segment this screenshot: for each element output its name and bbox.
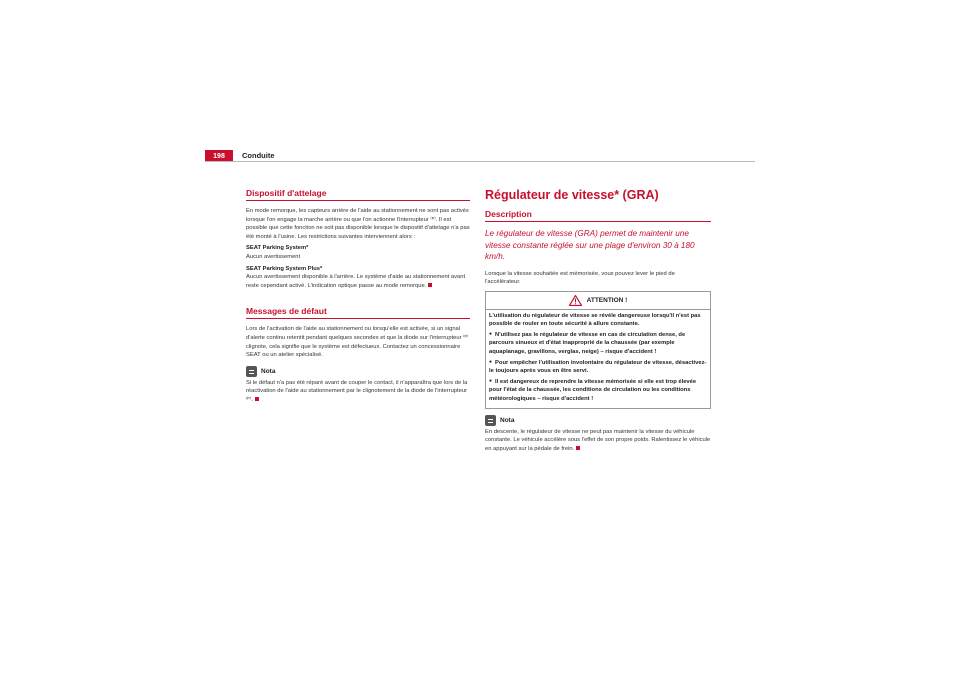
warning-icon [569,295,582,306]
nota-label: Nota [261,367,276,375]
section-title-description: Description [485,209,711,222]
end-marker [576,446,580,450]
nota-header [246,366,470,377]
nota-header [485,415,711,426]
attention-body [486,310,710,408]
note-icon [246,366,257,377]
attention-header [486,292,710,310]
attention-bullet: ● Il est dangereux de reprendre la vitesse mémorisée si elle est trop élevée pour l'état de la chaussée, les conditions de circulation ou les conditions météorologiques – risque d'accident ! [489,377,707,404]
attention-line: L'utilisation du régulateur de vitesse se révèle dangereuse lorsqu'il n'est pas possible de rouler en toute sécurité à allure constante. [489,312,701,328]
parking-system-plus-text: Aucun avertissement disponible à l'arrière. Le système d'aide au stationnement avant reste cependant activé. L'indication optique passe au mode remorque. [246,274,466,289]
right-column [485,188,711,456]
note-icon [485,415,496,426]
parking-system-text: Aucun avertissement [246,253,301,260]
attention-box [485,291,711,409]
attention-label: ATTENTION ! [586,296,628,304]
subheading-parking-system: SEAT Parking System* [246,245,309,252]
end-marker [255,397,259,401]
intro-text: Le régulateur de vitesse (GRA) permet de maintenir une vitesse constante réglée sur une plage d'environ 30 à 180 km/h. [485,229,695,261]
end-marker [428,283,432,287]
section-title-attelage: Dispositif d'attelage [246,188,470,201]
subheading-parking-system-plus: SEAT Parking System Plus* [246,265,323,272]
chapter-title: Conduite [242,151,275,160]
description-body: Lorsque la vitesse souhaitée est mémorisée, vous pouvez lever le pied de l'accélérateur. [485,270,675,286]
nota-text: En descente, le régulateur de vitesse ne peut pas maintenir la vitesse du véhicule constante. Le véhicule accélère sous l'effet de son propre poids. Ralentissez le véhicule en appuyant sur la pédale de frein. [485,428,711,452]
nota-text: Si le défaut n'a pas été réparé avant de couper le contact, il n'apparaîtra que lors de la réactivation de l'aide au stationnement par le clignotement de la diode de l'interrupteur ⁽ᴾ⁾. [246,379,468,403]
attention-bullet: ● N'utilisez pas le régulateur de vitesse en cas de circulation dense, de parcours sinueux et d'état inapproprié de la chaussée (par exemple aquaplanage, gravillons, verglas, neige) – risque d'accident ! [489,330,707,357]
left-column [246,188,470,408]
nota-label: Nota [500,416,515,424]
header-rule [205,161,755,162]
page-section-title: Régulateur de vitesse* (GRA) [485,188,659,202]
page-number: 198 [205,150,233,162]
attention-bullet: ● Pour empêcher l'utilisation involontaire du régulateur de vitesse, désactivez-le toujours après vous en être servi. [489,358,707,376]
defaut-body: Lors de l'activation de l'aide au stationnement ou lorsqu'elle est activée, si un signal d'alerte continu retentit pendant quelques secondes et que la diode sur l'interrupteur ⁽ᴾ⁾ clignote, cela signifie que le système est défectueux. Contactez un concessionnaire SEAT ou un atelier spécialisé. [246,326,469,359]
attelage-body: En mode remorque, les capteurs arrière de l'aide au stationnement ne sont pas activés lorsque l'on engage la marche arrière ou que l'on actionne l'interrupteur ⁽ᴾ⁾. Il est possible que cette fonction ne soit pas disponible lorsque le dispositif d'attelage n'a pas été monté à l'usine. Les restrictions suivantes interviennent alors : [246,208,470,240]
section-title-defaut: Messages de défaut [246,306,470,319]
